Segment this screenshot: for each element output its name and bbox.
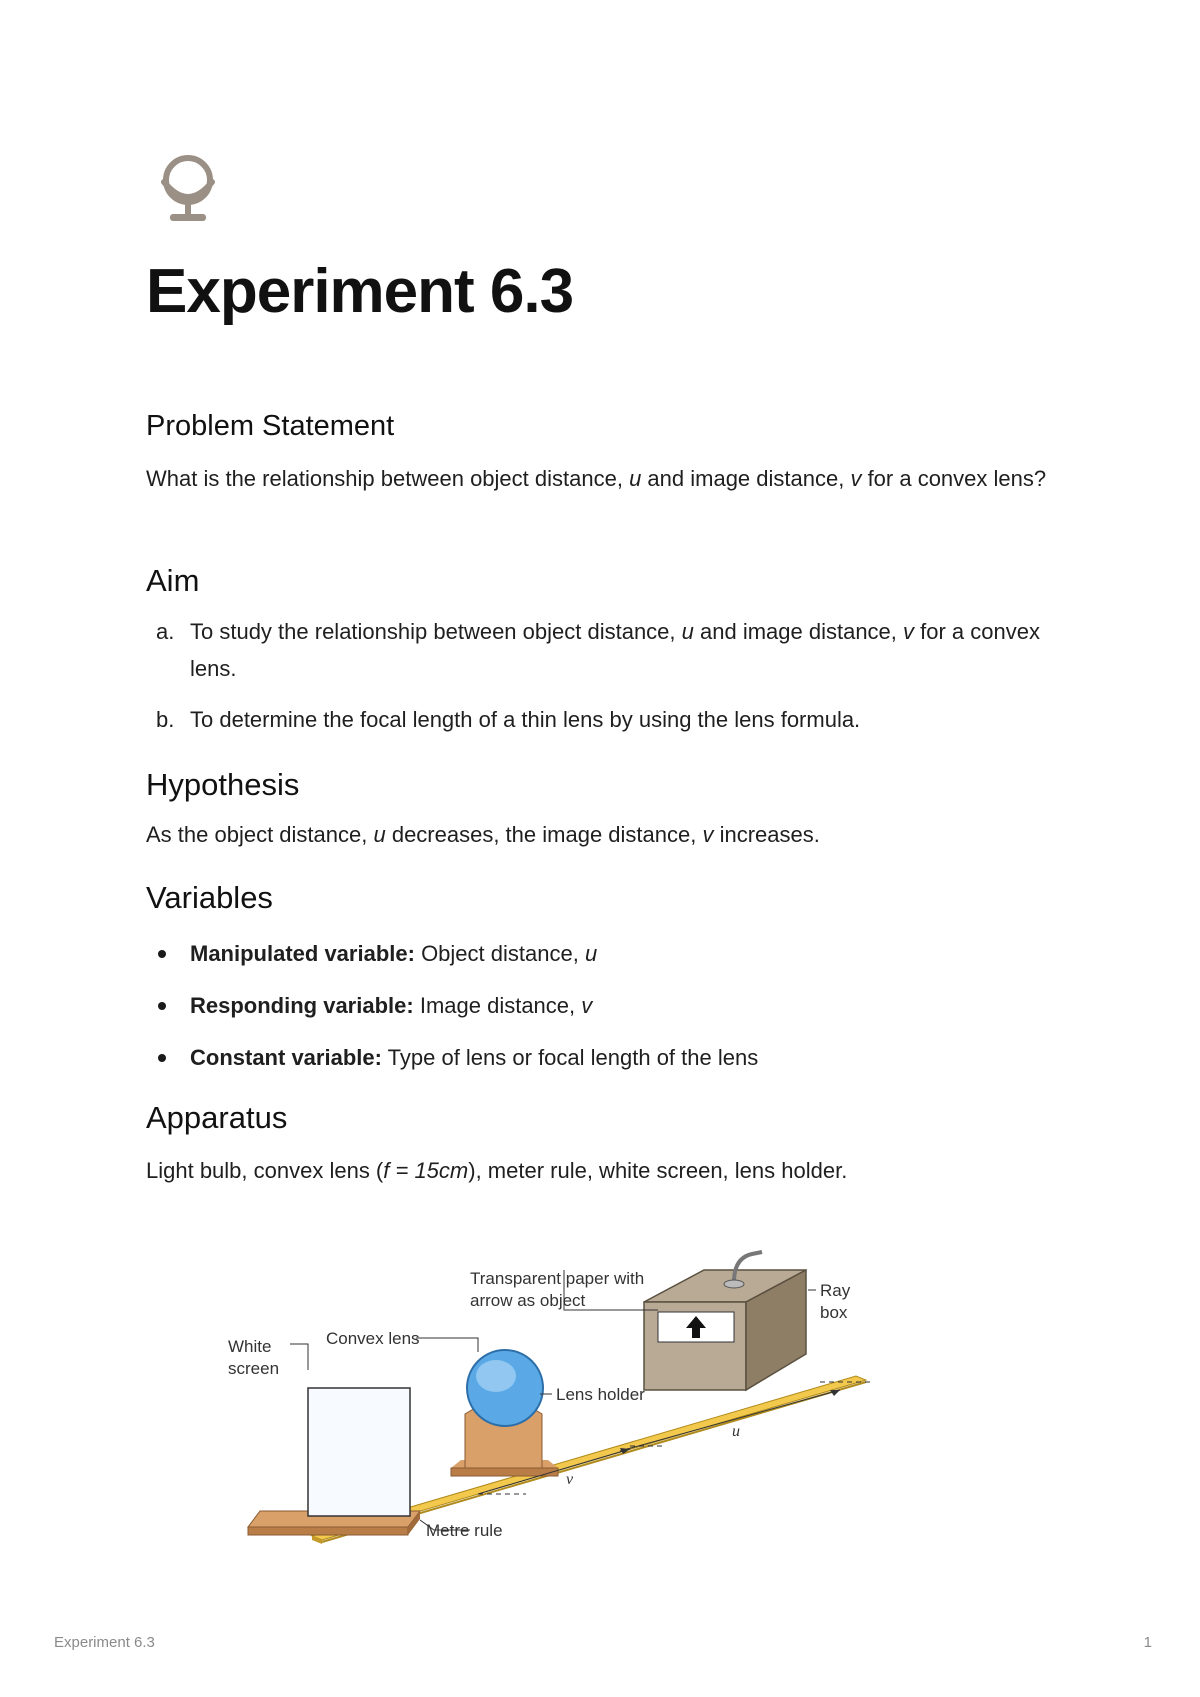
label-transparent-paper-2: arrow as object — [470, 1291, 586, 1310]
apparatus-heading: Apparatus — [146, 1100, 288, 1135]
label-ray-box: Ray — [820, 1281, 851, 1300]
variables-heading: Variables — [146, 880, 273, 915]
problem-statement-text: What is the relationship between object distance, u and image distance, v for a convex lens? — [146, 466, 1047, 491]
list-item: Constant variable: Type of lens or focal length of the lens — [146, 1039, 758, 1091]
label-v: v — [566, 1471, 574, 1488]
list-item: b. To determine the focal length of a thin lens by using the lens formula. — [156, 707, 861, 732]
apparatus-diagram — [228, 1240, 960, 1560]
label-ray-box-2: box — [820, 1303, 848, 1322]
white-screen — [308, 1388, 410, 1516]
label-white-screen: White — [228, 1337, 272, 1356]
bullet-icon — [158, 1002, 166, 1010]
aim-list — [146, 613, 1066, 738]
page-title: Experiment 6.3 — [146, 257, 574, 326]
label-white-screen-2: screen — [228, 1359, 280, 1378]
label-lens-holder: Lens holder — [556, 1385, 645, 1404]
footer-title: Experiment 6.3 — [54, 1634, 155, 1651]
hypothesis-heading: Hypothesis — [146, 767, 300, 802]
label-convex-lens: Convex lens — [326, 1329, 420, 1348]
hypothesis-text: As the object distance, u decreases, the image distance, v increases. — [146, 822, 820, 847]
aim-heading: Aim — [146, 563, 200, 598]
bullet-icon — [158, 950, 166, 958]
apparatus-text: Light bulb, convex lens (f = 15cm), meter rule, white screen, lens holder. — [146, 1158, 848, 1183]
list-item: Responding variable: Image distance, v — [146, 987, 758, 1039]
label-transparent-paper: Transparent paper with — [470, 1269, 645, 1288]
variables-list — [146, 935, 758, 1091]
list-item: Manipulated variable: Object distance, u — [146, 935, 758, 987]
label-metre-rule: Metre rule — [426, 1521, 503, 1540]
label-u: u — [732, 1423, 740, 1440]
list-item: a. To study the relationship between object distance, u and image distance, v for a convex lens. — [156, 619, 1040, 681]
problem-statement-heading: Problem Statement — [146, 410, 395, 442]
page-number: 1 — [1143, 1634, 1152, 1651]
bullet-icon — [158, 1054, 166, 1062]
mirror-icon — [152, 150, 224, 226]
